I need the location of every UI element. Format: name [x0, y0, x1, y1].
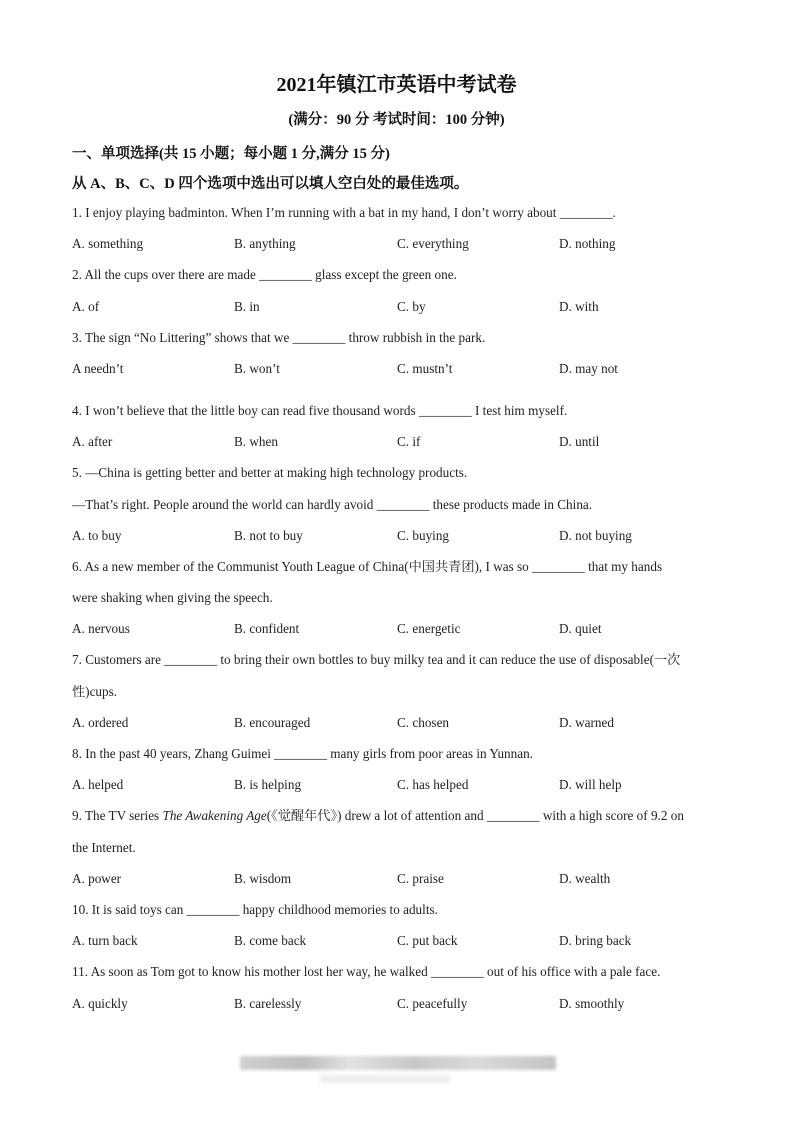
option-d: D. wealth [559, 870, 611, 886]
question-10-stem: 10. It is said toys can ________ happy childhood memories to adults. [72, 901, 438, 917]
question-list [72, 197, 732, 1019]
option-c: C. if [397, 434, 421, 450]
option-a: A. quickly [72, 995, 128, 1011]
option-d: D. quiet [559, 621, 602, 637]
option-b: B. when [234, 434, 278, 450]
option-a: A. turn back [72, 933, 138, 949]
question-2-stem: 2. All the cups over there are made ________ glass except the green one. [72, 267, 457, 283]
option-b: B. won’t [234, 360, 280, 376]
page-title: 2021年镇江市英语中考试卷 [276, 74, 517, 96]
question-6-options [72, 613, 732, 644]
option-b: B. not to buy [234, 527, 303, 543]
option-a: A. after [72, 434, 113, 450]
section-instruction: 从 A、B、C、D 四个选项中选出可以填人空白处的最佳选项。 [72, 176, 469, 192]
option-c: C. put back [397, 933, 458, 949]
question-9-stem-cont: the Internet. [72, 839, 136, 855]
option-a: A. nervous [72, 621, 130, 637]
question-5-stem: 5. —China is getting better and better at making high technology products. [72, 465, 468, 481]
question-8-stem: 8. In the past 40 years, Zhang Guimei ________ many girls from poor areas in Yunnan. [72, 746, 533, 761]
question-3-options [72, 353, 732, 395]
question-5-options [72, 520, 732, 551]
question-7-stem: 7. Customers are ________ to bring their own bottles to buy milky tea and it can reduce the use of disposable(一次 [72, 652, 681, 668]
option-d: D. not buying [559, 527, 632, 543]
option-d: D. until [559, 434, 600, 450]
option-c: C. peacefully [397, 995, 468, 1011]
option-b: B. anything [234, 236, 296, 252]
option-b: B. is helping [234, 777, 302, 793]
option-d: D. smoothly [559, 995, 625, 1011]
question-11-stem: 11. As soon as Tom got to know his mother lost her way, he walked ________ out of his office with a pale face. [72, 964, 661, 980]
option-b: B. in [234, 298, 260, 314]
question-9-series-title: The Awakening Age [162, 808, 267, 824]
question-1-options [72, 228, 732, 259]
option-c: C. buying [397, 527, 450, 543]
question-1-stem: 1. I enjoy playing badminton. When I’m running with a bat in my hand, I don’t worry about ________. [72, 205, 616, 220]
option-d: D. may not [559, 360, 618, 376]
blurred-footer-watermark-2 [320, 1075, 450, 1083]
question-9-stem-pre: 9. The TV series [72, 808, 163, 824]
option-c: C. by [397, 298, 426, 314]
option-d: D. nothing [559, 236, 616, 252]
option-b: B. come back [234, 933, 307, 949]
question-5-stem-cont: —That’s right. People around the world can hardly avoid ________ these products made in China. [72, 496, 593, 512]
option-b: B. encouraged [234, 714, 311, 730]
option-d: D. warned [559, 714, 614, 730]
option-c: C. mustn’t [397, 360, 453, 376]
option-a: A. power [72, 870, 122, 886]
option-a: A. of [72, 298, 100, 314]
question-9-options [72, 863, 732, 894]
option-b: B. carelessly [234, 995, 302, 1011]
option-c: C. everything [397, 236, 469, 252]
blurred-footer-watermark [240, 1056, 556, 1070]
option-a: A needn’t [72, 360, 124, 376]
option-c: C. chosen [397, 714, 450, 730]
option-a: A. something [72, 236, 144, 252]
option-c: C. energetic [397, 621, 461, 637]
option-b: B. confident [234, 621, 300, 637]
question-6-stem: 6. As a new member of the Communist Youth League of China(中国共青团), I was so ________ that my hands [72, 558, 663, 574]
question-9-stem-post: (《觉醒年代》) drew a lot of attention and ________ with a high score of 9.2 on [266, 808, 684, 824]
option-d: D. will help [559, 777, 622, 793]
question-7-stem-cont: 性)cups. [72, 683, 118, 699]
option-c: C. has helped [397, 777, 469, 793]
question-3-stem: 3. The sign “No Littering” shows that we ________ throw rubbish in the park. [72, 329, 486, 345]
question-2-options [72, 291, 732, 322]
exam-info: (满分：90 分 考试时间：100 分钟) [288, 112, 505, 128]
option-d: D. with [559, 298, 599, 314]
option-a: A. helped [72, 777, 124, 793]
section-heading: 一、单项选择(共 15 小题；每小题 1 分,满分 15 分) [72, 146, 390, 162]
question-8-options [72, 769, 732, 800]
option-a: A. ordered [72, 714, 129, 730]
question-11-options [72, 988, 732, 1019]
question-10-options [72, 925, 732, 956]
option-d: D. bring back [559, 933, 632, 949]
option-c: C. praise [397, 870, 444, 886]
option-b: B. wisdom [234, 870, 292, 886]
option-a: A. to buy [72, 527, 122, 543]
question-7-options [72, 707, 732, 738]
question-4-options [72, 426, 732, 457]
question-6-stem-cont: were shaking when giving the speech. [72, 590, 273, 606]
question-4-stem: 4. I won’t believe that the little boy can read five thousand words ________ I test him myself. [72, 402, 568, 418]
question-9-stem [72, 800, 732, 831]
